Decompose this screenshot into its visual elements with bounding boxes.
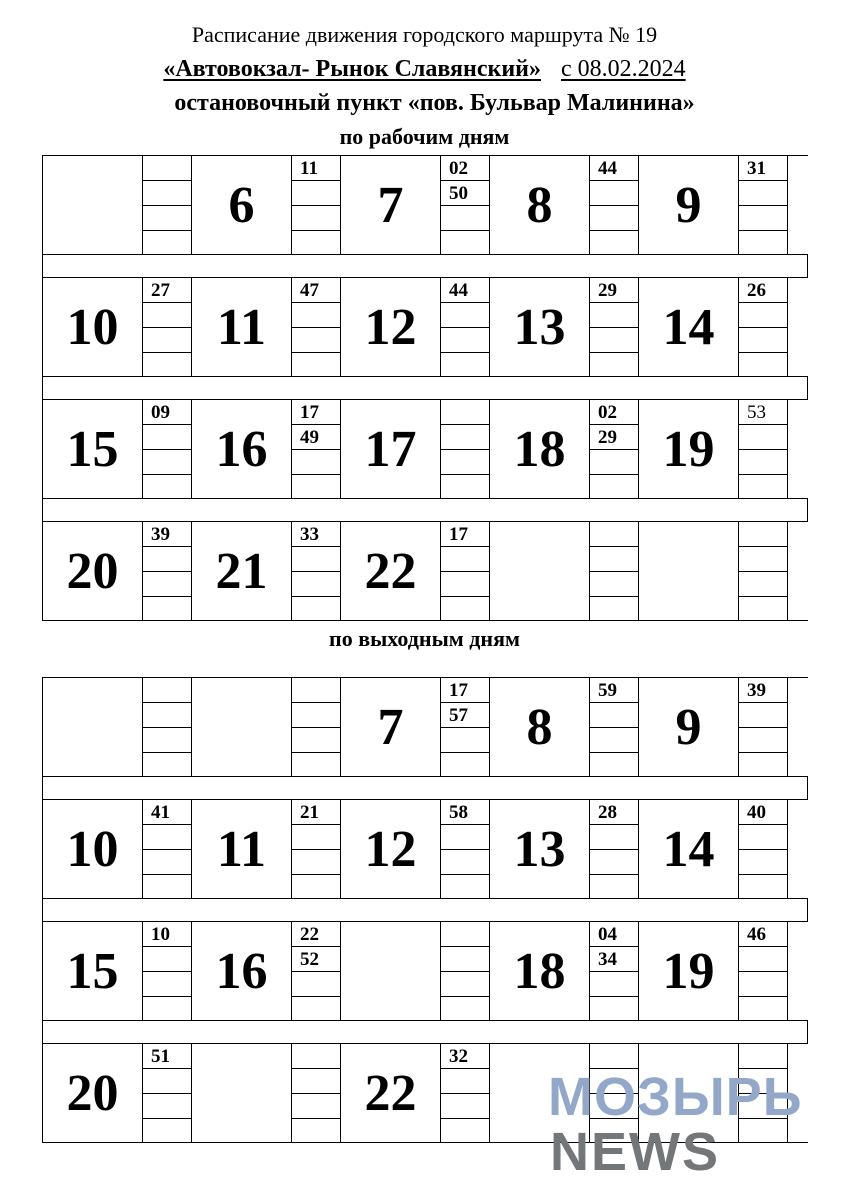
minutes-cell bbox=[292, 678, 341, 776]
minutes-cell bbox=[292, 156, 341, 254]
minutes-divider bbox=[143, 230, 191, 231]
minutes-divider bbox=[739, 327, 787, 328]
minutes-divider bbox=[292, 180, 340, 181]
hour-cell: 21 bbox=[192, 522, 292, 620]
minutes-divider bbox=[143, 727, 191, 728]
departure-minute: 09 bbox=[151, 402, 170, 423]
route-line bbox=[0, 56, 849, 83]
hour-cell: 18 bbox=[490, 922, 590, 1020]
departure-minute: 39 bbox=[151, 524, 170, 545]
minutes-divider bbox=[143, 946, 191, 947]
hour-cell bbox=[192, 678, 292, 776]
minutes-divider bbox=[739, 596, 787, 597]
hour-cell: 16 bbox=[192, 400, 292, 498]
minutes-divider bbox=[292, 571, 340, 572]
minutes-divider bbox=[441, 449, 489, 450]
minutes-divider bbox=[143, 424, 191, 425]
minutes-divider bbox=[590, 352, 638, 353]
minutes-divider bbox=[739, 996, 787, 997]
minutes-divider bbox=[441, 205, 489, 206]
hour-cell: 11 bbox=[192, 278, 292, 376]
minutes-divider bbox=[739, 352, 787, 353]
minutes-divider bbox=[441, 546, 489, 547]
departure-minute: 28 bbox=[598, 802, 617, 823]
hour-cell: 7 bbox=[341, 678, 441, 776]
hour-cell: 15 bbox=[43, 400, 143, 498]
minutes-cell bbox=[441, 278, 490, 376]
minutes-divider bbox=[441, 302, 489, 303]
watermark-logo bbox=[548, 1067, 828, 1182]
minutes-cell bbox=[143, 156, 192, 254]
hour-cell: 7 bbox=[341, 156, 441, 254]
minutes-divider bbox=[590, 180, 638, 181]
departure-minute: 27 bbox=[151, 280, 170, 301]
minutes-divider bbox=[590, 302, 638, 303]
minutes-divider bbox=[739, 180, 787, 181]
departure-minute: 57 bbox=[449, 705, 468, 726]
departure-minute: 47 bbox=[300, 280, 319, 301]
minutes-divider bbox=[441, 1093, 489, 1094]
minutes-cell bbox=[739, 800, 788, 898]
minutes-divider bbox=[143, 352, 191, 353]
minutes-divider bbox=[292, 874, 340, 875]
minutes-divider bbox=[143, 546, 191, 547]
minutes-cell bbox=[441, 156, 490, 254]
minutes-divider bbox=[739, 302, 787, 303]
watermark-line2: NEWS bbox=[550, 1122, 720, 1182]
minutes-divider bbox=[143, 874, 191, 875]
minutes-cell bbox=[292, 400, 341, 498]
hour-cell: 9 bbox=[639, 678, 739, 776]
minutes-divider bbox=[143, 327, 191, 328]
minutes-divider bbox=[739, 546, 787, 547]
minutes-divider bbox=[292, 1118, 340, 1119]
departure-minute: 17 bbox=[449, 680, 468, 701]
hour-cell: 11 bbox=[192, 800, 292, 898]
departure-minute: 22 bbox=[300, 924, 319, 945]
minutes-cell bbox=[590, 800, 639, 898]
hour-cell: 22 bbox=[341, 1044, 441, 1142]
hour-cell: 13 bbox=[490, 800, 590, 898]
minutes-cell bbox=[590, 678, 639, 776]
hour-cell bbox=[43, 156, 143, 254]
minutes-cell bbox=[441, 400, 490, 498]
minutes-divider bbox=[292, 1068, 340, 1069]
hour-cell bbox=[341, 922, 441, 1020]
minutes-divider bbox=[739, 571, 787, 572]
departure-minute: 46 bbox=[747, 924, 766, 945]
minutes-divider bbox=[143, 702, 191, 703]
minutes-cell bbox=[739, 156, 788, 254]
minutes-cell bbox=[441, 922, 490, 1020]
minutes-divider bbox=[590, 752, 638, 753]
hour-cell: 8 bbox=[490, 678, 590, 776]
hour-cell bbox=[639, 522, 739, 620]
minutes-divider bbox=[441, 824, 489, 825]
minutes-cell bbox=[292, 922, 341, 1020]
hour-cell: 22 bbox=[341, 522, 441, 620]
hour-cell bbox=[192, 1044, 292, 1142]
minutes-divider bbox=[292, 302, 340, 303]
minutes-divider bbox=[143, 996, 191, 997]
minutes-divider bbox=[739, 474, 787, 475]
hour-cell: 20 bbox=[43, 1044, 143, 1142]
minutes-divider bbox=[292, 546, 340, 547]
minutes-divider bbox=[590, 230, 638, 231]
minutes-divider bbox=[590, 546, 638, 547]
minutes-cell bbox=[143, 522, 192, 620]
minutes-divider bbox=[441, 424, 489, 425]
minutes-divider bbox=[143, 302, 191, 303]
minutes-divider bbox=[292, 424, 340, 425]
minutes-divider bbox=[739, 849, 787, 850]
row-spacer bbox=[42, 1021, 808, 1043]
minutes-divider bbox=[441, 474, 489, 475]
minutes-divider bbox=[292, 702, 340, 703]
minutes-cell bbox=[143, 278, 192, 376]
schedule-title: Расписание движения городского маршрута № 19 bbox=[191, 22, 658, 47]
minutes-divider bbox=[739, 424, 787, 425]
departure-minute: 32 bbox=[449, 1046, 468, 1067]
minutes-divider bbox=[292, 449, 340, 450]
departure-minute: 39 bbox=[747, 680, 766, 701]
minutes-divider bbox=[441, 571, 489, 572]
departure-minute: 31 bbox=[747, 158, 766, 179]
hour-cell: 16 bbox=[192, 922, 292, 1020]
timetable-row bbox=[42, 277, 808, 377]
minutes-divider bbox=[292, 327, 340, 328]
minutes-divider bbox=[143, 205, 191, 206]
minutes-divider bbox=[292, 205, 340, 206]
minutes-cell bbox=[143, 1044, 192, 1142]
minutes-cell bbox=[143, 678, 192, 776]
minutes-divider bbox=[739, 946, 787, 947]
row-spacer bbox=[42, 377, 808, 399]
minutes-divider bbox=[143, 596, 191, 597]
hour-cell: 12 bbox=[341, 800, 441, 898]
minutes-divider bbox=[590, 849, 638, 850]
hour-cell: 15 bbox=[43, 922, 143, 1020]
minutes-divider bbox=[143, 449, 191, 450]
minutes-divider bbox=[590, 571, 638, 572]
timetable-row bbox=[42, 921, 808, 1021]
minutes-divider bbox=[739, 702, 787, 703]
minutes-divider bbox=[441, 352, 489, 353]
hour-cell: 19 bbox=[639, 400, 739, 498]
minutes-divider bbox=[590, 702, 638, 703]
minutes-divider bbox=[143, 752, 191, 753]
departure-minute: 33 bbox=[300, 524, 319, 545]
hour-cell: 18 bbox=[490, 400, 590, 498]
row-spacer bbox=[42, 255, 808, 277]
minutes-divider bbox=[590, 727, 638, 728]
minutes-divider bbox=[441, 327, 489, 328]
hour-cell: 10 bbox=[43, 800, 143, 898]
minutes-divider bbox=[441, 1118, 489, 1119]
watermark-line1: МОЗЫРЬ bbox=[548, 1067, 803, 1127]
minutes-divider bbox=[739, 230, 787, 231]
departure-minute: 41 bbox=[151, 802, 170, 823]
minutes-divider bbox=[590, 946, 638, 947]
minutes-divider bbox=[292, 1093, 340, 1094]
minutes-divider bbox=[441, 971, 489, 972]
minutes-divider bbox=[441, 596, 489, 597]
departure-minute: 29 bbox=[598, 280, 617, 301]
departure-minute: 21 bbox=[300, 802, 319, 823]
minutes-divider bbox=[590, 205, 638, 206]
minutes-divider bbox=[292, 230, 340, 231]
minutes-cell bbox=[441, 1044, 490, 1142]
departure-minute: 44 bbox=[449, 280, 468, 301]
minutes-cell bbox=[590, 522, 639, 620]
minutes-cell bbox=[739, 400, 788, 498]
minutes-divider bbox=[292, 946, 340, 947]
minutes-divider bbox=[590, 474, 638, 475]
minutes-divider bbox=[292, 727, 340, 728]
timetable-row bbox=[42, 155, 808, 255]
minutes-cell bbox=[292, 1044, 341, 1142]
departure-minute: 59 bbox=[598, 680, 617, 701]
timetable-row bbox=[42, 677, 808, 777]
hour-cell: 20 bbox=[43, 522, 143, 620]
minutes-divider bbox=[590, 596, 638, 597]
hour-cell: 8 bbox=[490, 156, 590, 254]
stop-name: остановочный пункт «пов. Бульвар Малинина» bbox=[174, 90, 695, 116]
minutes-divider bbox=[739, 874, 787, 875]
hour-cell: 13 bbox=[490, 278, 590, 376]
departure-minute: 11 bbox=[300, 158, 318, 179]
minutes-cell bbox=[739, 922, 788, 1020]
minutes-cell bbox=[739, 678, 788, 776]
minutes-cell bbox=[143, 922, 192, 1020]
weekdays-title: по рабочим дням bbox=[339, 124, 510, 149]
minutes-divider bbox=[292, 474, 340, 475]
departure-minute: 02 bbox=[598, 402, 617, 423]
minutes-divider bbox=[143, 849, 191, 850]
minutes-cell bbox=[739, 522, 788, 620]
minutes-divider bbox=[441, 849, 489, 850]
minutes-divider bbox=[590, 874, 638, 875]
row-spacer bbox=[42, 899, 808, 921]
minutes-divider bbox=[143, 1093, 191, 1094]
minutes-divider bbox=[590, 449, 638, 450]
minutes-divider bbox=[590, 824, 638, 825]
hour-cell: 14 bbox=[639, 278, 739, 376]
route-name: «Автовокзал- Рынок Славянский» bbox=[163, 56, 541, 82]
minutes-divider bbox=[292, 824, 340, 825]
departure-minute: 49 bbox=[300, 427, 319, 448]
minutes-divider bbox=[441, 727, 489, 728]
departure-minute: 29 bbox=[598, 427, 617, 448]
minutes-divider bbox=[441, 230, 489, 231]
row-spacer bbox=[42, 777, 808, 799]
hour-cell: 10 bbox=[43, 278, 143, 376]
departure-minute: 17 bbox=[300, 402, 319, 423]
hour-cell: 6 bbox=[192, 156, 292, 254]
departure-minute: 40 bbox=[747, 802, 766, 823]
departure-minute: 26 bbox=[747, 280, 766, 301]
minutes-divider bbox=[441, 874, 489, 875]
minutes-divider bbox=[441, 996, 489, 997]
timetable-row bbox=[42, 399, 808, 499]
minutes-cell bbox=[292, 800, 341, 898]
minutes-divider bbox=[292, 596, 340, 597]
minutes-divider bbox=[292, 996, 340, 997]
minutes-divider bbox=[292, 352, 340, 353]
minutes-cell bbox=[292, 522, 341, 620]
effective-date: с 08.02.2024 bbox=[560, 56, 686, 82]
departure-minute: 52 bbox=[300, 949, 319, 970]
departure-minute: 17 bbox=[449, 524, 468, 545]
minutes-cell bbox=[441, 678, 490, 776]
minutes-cell bbox=[590, 278, 639, 376]
minutes-divider bbox=[739, 449, 787, 450]
hour-cell bbox=[43, 678, 143, 776]
departure-minute: 53 bbox=[747, 402, 766, 423]
departure-minute: 10 bbox=[151, 924, 170, 945]
minutes-divider bbox=[143, 824, 191, 825]
departure-minute: 50 bbox=[449, 183, 468, 204]
hour-cell: 19 bbox=[639, 922, 739, 1020]
minutes-cell bbox=[292, 278, 341, 376]
minutes-divider bbox=[143, 180, 191, 181]
minutes-cell bbox=[143, 800, 192, 898]
minutes-divider bbox=[739, 752, 787, 753]
departure-minute: 44 bbox=[598, 158, 617, 179]
minutes-cell bbox=[441, 800, 490, 898]
weekends-title: по выходным дням bbox=[329, 626, 520, 651]
minutes-cell bbox=[739, 278, 788, 376]
minutes-divider bbox=[590, 996, 638, 997]
hour-cell: 9 bbox=[639, 156, 739, 254]
minutes-divider bbox=[590, 424, 638, 425]
minutes-divider bbox=[143, 474, 191, 475]
minutes-divider bbox=[441, 946, 489, 947]
minutes-divider bbox=[441, 752, 489, 753]
minutes-divider bbox=[590, 971, 638, 972]
hour-cell bbox=[490, 522, 590, 620]
hour-cell: 17 bbox=[341, 400, 441, 498]
minutes-cell bbox=[441, 522, 490, 620]
departure-minute: 04 bbox=[598, 924, 617, 945]
minutes-divider bbox=[739, 824, 787, 825]
minutes-divider bbox=[143, 971, 191, 972]
minutes-divider bbox=[441, 702, 489, 703]
minutes-divider bbox=[143, 1118, 191, 1119]
row-spacer bbox=[42, 499, 808, 521]
minutes-divider bbox=[292, 971, 340, 972]
minutes-divider bbox=[739, 727, 787, 728]
minutes-divider bbox=[292, 849, 340, 850]
minutes-divider bbox=[441, 180, 489, 181]
minutes-divider bbox=[292, 752, 340, 753]
minutes-cell bbox=[590, 400, 639, 498]
departure-minute: 02 bbox=[449, 158, 468, 179]
minutes-cell bbox=[590, 156, 639, 254]
timetable-row bbox=[42, 521, 808, 621]
departure-minute: 51 bbox=[151, 1046, 170, 1067]
minutes-cell bbox=[590, 922, 639, 1020]
minutes-divider bbox=[441, 1068, 489, 1069]
minutes-divider bbox=[590, 327, 638, 328]
departure-minute: 34 bbox=[598, 949, 617, 970]
minutes-cell bbox=[143, 400, 192, 498]
hour-cell: 12 bbox=[341, 278, 441, 376]
hour-cell: 14 bbox=[639, 800, 739, 898]
minutes-divider bbox=[739, 971, 787, 972]
minutes-divider bbox=[143, 571, 191, 572]
timetable-row bbox=[42, 799, 808, 899]
departure-minute: 58 bbox=[449, 802, 468, 823]
minutes-divider bbox=[739, 205, 787, 206]
minutes-divider bbox=[143, 1068, 191, 1069]
